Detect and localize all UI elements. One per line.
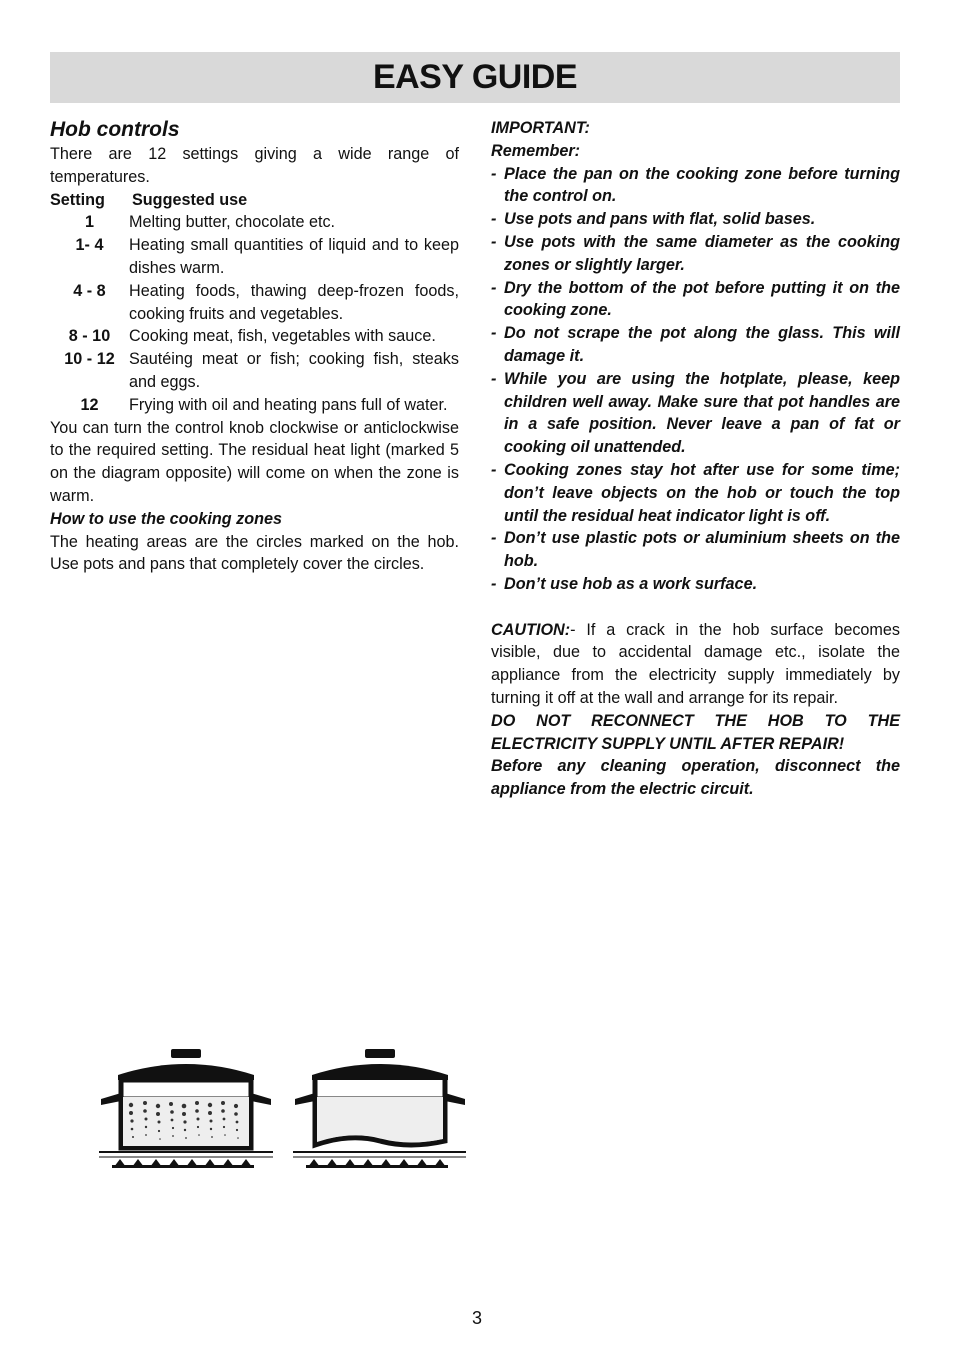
use-value: Heating foods, thawing deep-frozen foods, cooking fruits and vegetables.	[129, 281, 459, 323]
page-number: 3	[471, 1308, 482, 1328]
table-row	[50, 348, 459, 394]
setting-value: 4 - 8	[73, 281, 106, 300]
list-item: - While you are using the hotplate, please, keep children well away. Make sure that pot handles are in a safe position. Never leave a pan of fat or cooking oil unattended.	[491, 368, 900, 459]
do-not-reconnect-warning: DO NOT RECONNECT THE HOB TO THE ELECTRICITY SUPPLY UNTIL AFTER REPAIR!	[491, 711, 900, 753]
remember-label: Remember:	[491, 141, 581, 160]
cooking-zones-heading: How to use the cooking zones	[50, 509, 283, 528]
setting-value: 1	[84, 213, 94, 232]
warped-base-pot-icon	[293, 1049, 466, 1168]
use-value: Melting butter, chocolate etc.	[129, 213, 336, 232]
list-item: - Do not scrape the pot along the glass. This will damage it.	[491, 322, 900, 368]
table-row	[50, 394, 459, 417]
knob-text: You can turn the control knob clockwise or anticlockwise to the required setting. The residual heat light (marked 5 on the diagram opposite) will come on when the zone is warm.	[50, 418, 459, 505]
setting-value: 12	[80, 395, 99, 414]
safety-rules-list	[491, 163, 900, 596]
setting-header: Setting	[50, 190, 105, 209]
flat-base-pot-icon	[99, 1049, 273, 1168]
use-value: Frying with oil and heating pans full of water.	[129, 395, 448, 414]
title-bar	[50, 52, 900, 103]
table-row	[50, 234, 459, 280]
list-item: - Dry the bottom of the pot before putting it on the cooking zone.	[491, 277, 900, 323]
caution-paragraph	[491, 619, 900, 710]
list-item: - Place the pan on the cooking zone before turning the control on.	[491, 163, 900, 209]
left-column	[50, 117, 459, 576]
list-item: - Don’t use hob as a work surface.	[491, 573, 900, 596]
use-value: Sautéing meat or fish; cooking fish, steaks and eggs.	[129, 350, 459, 391]
setting-value: 10 - 12	[64, 350, 115, 369]
list-item: - Cooking zones stay hot after use for some time; don’t leave objects on the hob or touch the top until the residual heat indicator light is off.	[491, 459, 900, 527]
list-item: - Use pots and pans with flat, solid bases.	[491, 208, 900, 231]
use-value: Heating small quantities of liquid and to keep dishes warm.	[129, 236, 459, 277]
page-title: EASY GUIDE	[372, 58, 578, 96]
right-column	[491, 117, 900, 801]
setting-value: 8 - 10	[68, 327, 111, 346]
hob-controls-heading: Hob controls	[50, 118, 180, 141]
intro-text: There are 12 settings giving a wide range of temperatures.	[50, 145, 459, 186]
important-label: IMPORTANT:	[491, 119, 590, 137]
table-row	[50, 325, 459, 348]
caution-label: CAUTION:	[491, 620, 571, 639]
use-value: Cooking meat, fish, vegetables with sauce.	[129, 327, 436, 346]
caution-text: - If a crack in the hob surface becomes visible, due to accidental damage etc., isolate the appliance from the electricity supply immediately by turning it off at the wall and arrange for its repair.	[491, 620, 900, 707]
suggested-use-header: Suggested use	[132, 190, 248, 209]
table-row	[50, 211, 459, 234]
list-item: - Use pots with the same diameter as the cooking zones or slightly larger.	[491, 231, 900, 277]
setting-value: 1- 4	[75, 236, 104, 255]
settings-table	[50, 189, 459, 417]
list-item: - Don’t use plastic pots or aluminium sheets on the hob.	[491, 527, 900, 573]
before-cleaning-warning: Before any cleaning operation, disconnect the appliance from the electric circuit.	[491, 757, 900, 799]
table-row	[50, 280, 459, 326]
cooking-zones-text: The heating areas are the circles marked on the hob. Use pots and pans that completely cover the circles.	[50, 532, 459, 574]
pots-illustration	[96, 1045, 466, 1173]
